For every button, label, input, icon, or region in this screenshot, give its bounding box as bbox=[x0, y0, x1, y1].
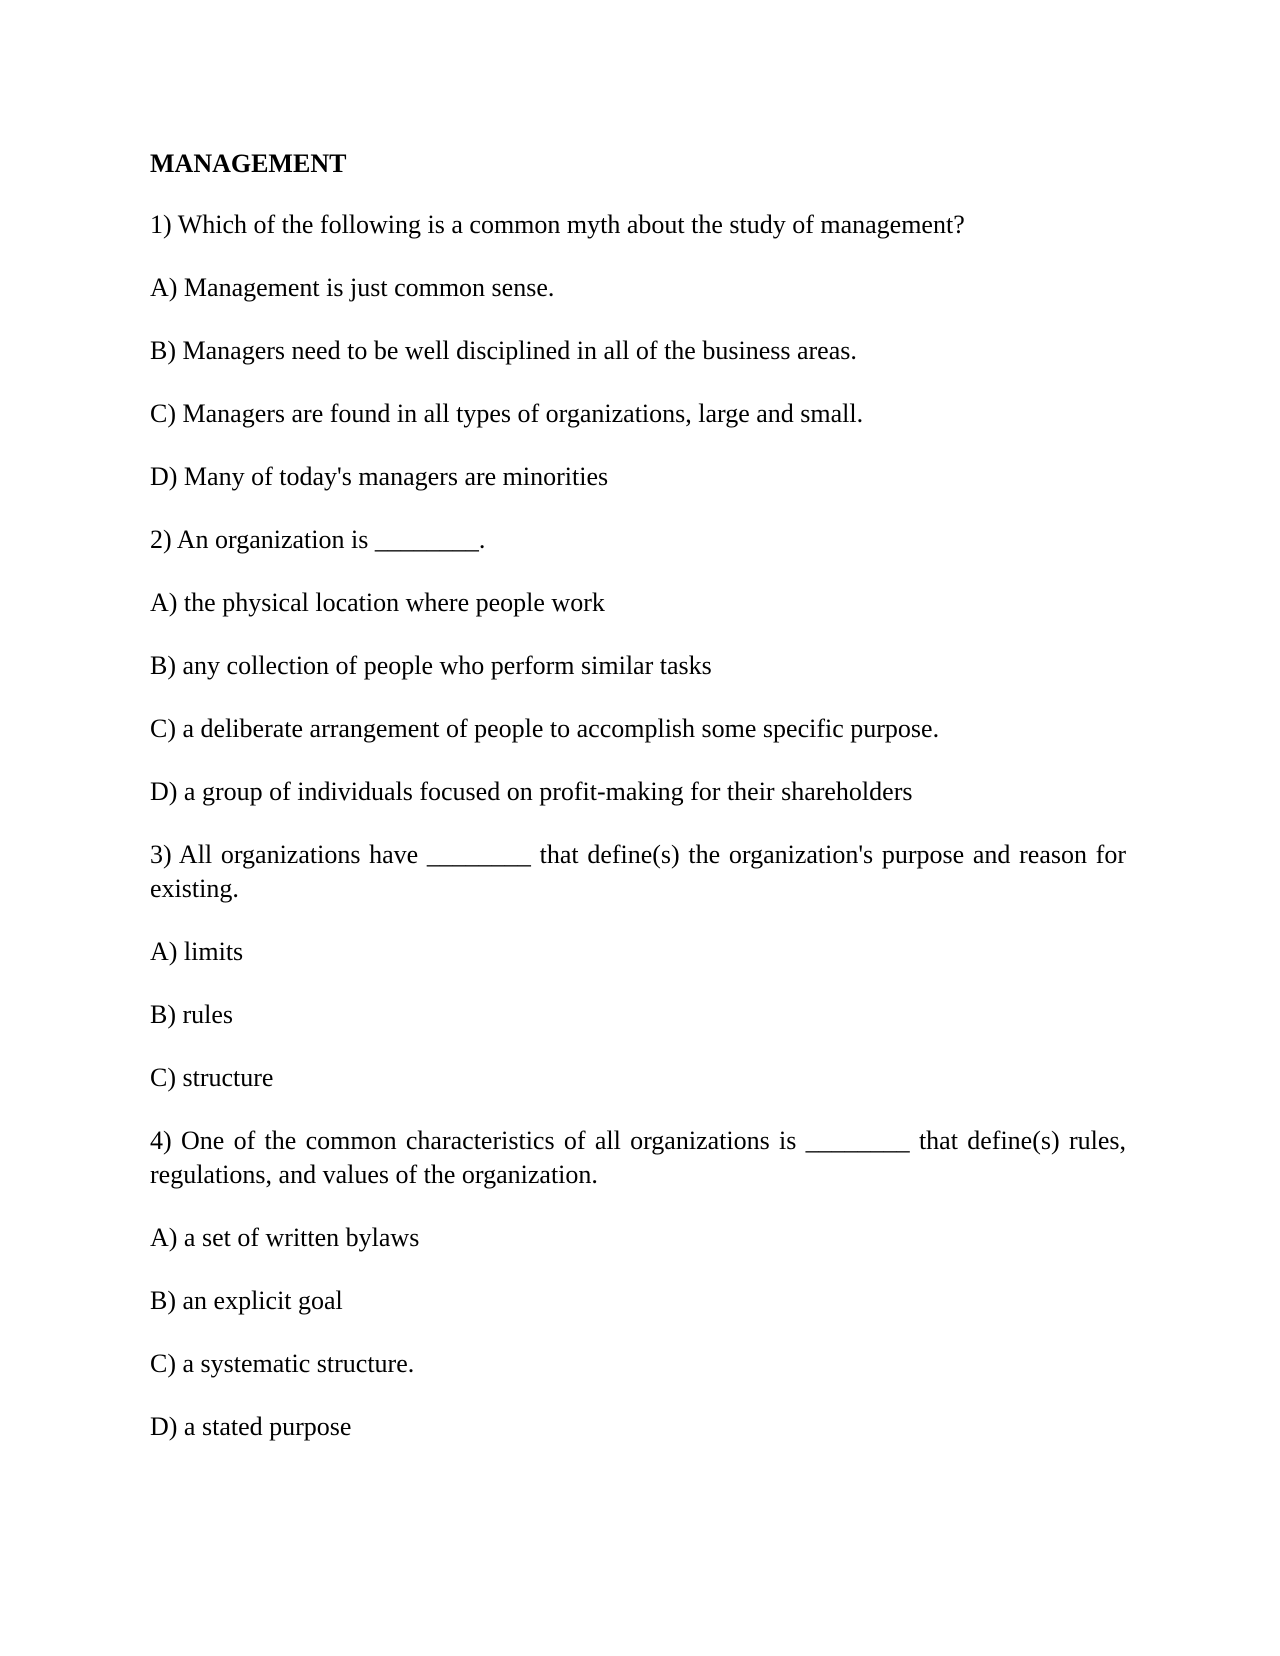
question-4: 4) One of the common characteristics of all organizations is ________ that define(s) rules, regulations, and values of the organization. bbox=[150, 1126, 1126, 1189]
q1-option-c: C) Managers are found in all types of organizations, large and small. bbox=[150, 399, 864, 428]
q4-option-d: D) a stated purpose bbox=[150, 1412, 352, 1441]
q2-option-b: B) any collection of people who perform similar tasks bbox=[150, 651, 712, 680]
q4-option-b: B) an explicit goal bbox=[150, 1286, 343, 1315]
question-1: 1) Which of the following is a common myth about the study of management? bbox=[150, 210, 965, 239]
q2-option-a: A) the physical location where people work bbox=[150, 588, 605, 617]
q2-option-c: C) a deliberate arrangement of people to accomplish some specific purpose. bbox=[150, 714, 940, 743]
q3-option-c: C) structure bbox=[150, 1063, 274, 1092]
question-3: 3) All organizations have ________ that define(s) the organization's purpose and reason for existing. bbox=[150, 840, 1126, 903]
document-body bbox=[150, 148, 1126, 1473]
document-title: MANAGEMENT bbox=[150, 149, 347, 178]
q4-option-a: A) a set of written bylaws bbox=[150, 1223, 420, 1252]
q1-option-b: B) Managers need to be well disciplined in all of the business areas. bbox=[150, 336, 857, 365]
q2-option-d: D) a group of individuals focused on profit-making for their shareholders bbox=[150, 777, 913, 806]
question-2: 2) An organization is ________. bbox=[150, 525, 486, 554]
q3-option-a: A) limits bbox=[150, 937, 244, 966]
q1-option-a: A) Management is just common sense. bbox=[150, 273, 555, 302]
q1-option-d: D) Many of today's managers are minorities bbox=[150, 462, 609, 491]
q4-option-c: C) a systematic structure. bbox=[150, 1349, 415, 1378]
q3-option-b: B) rules bbox=[150, 1000, 234, 1029]
